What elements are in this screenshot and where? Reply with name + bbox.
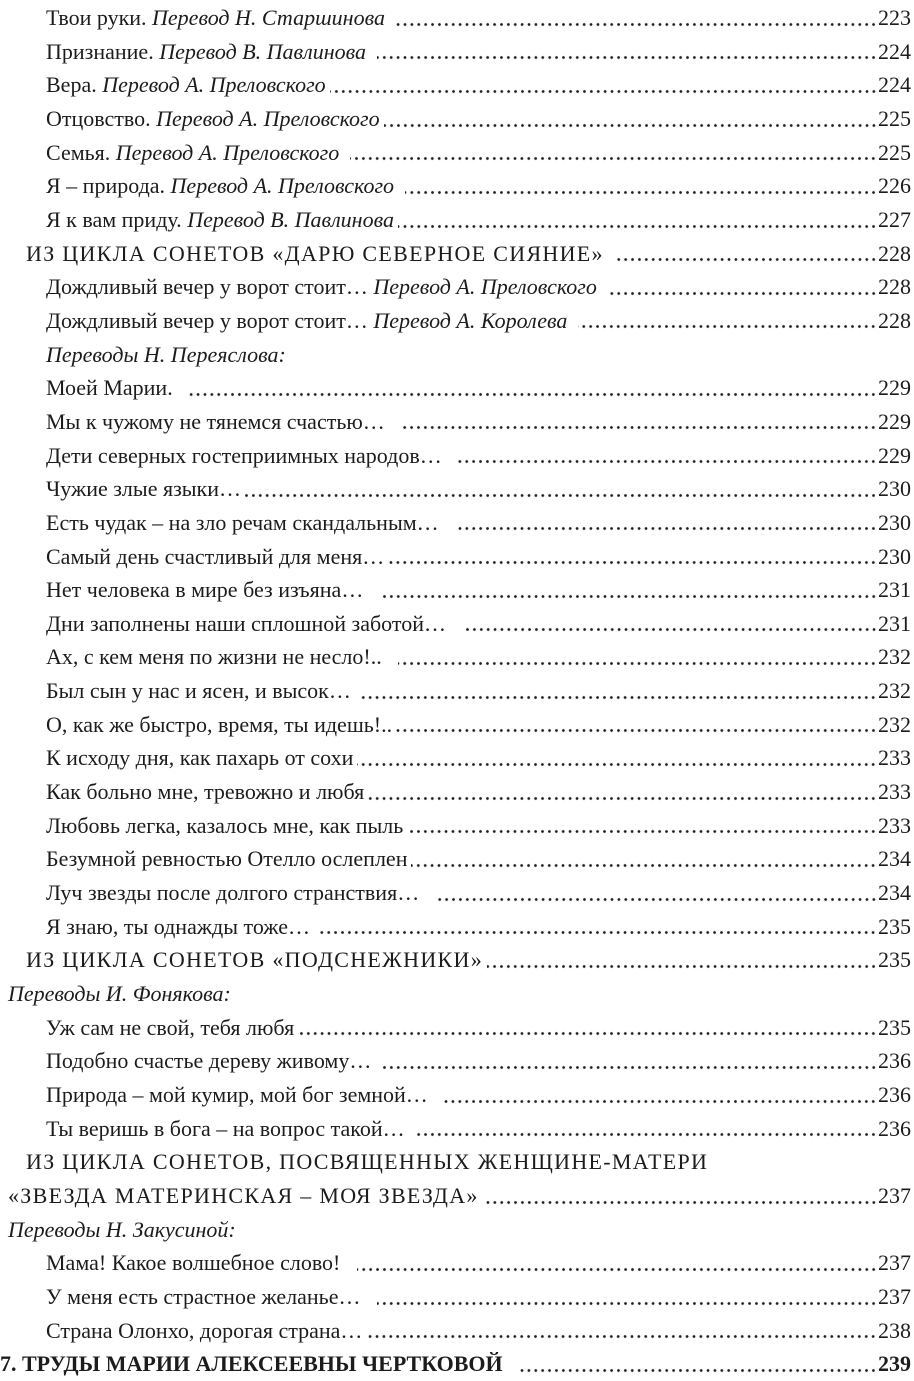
toc-entry[interactable] [0, 1246, 911, 1280]
entry-text [46, 439, 447, 473]
entry-text [46, 775, 364, 809]
toc-entry[interactable] [0, 1347, 911, 1381]
entry-page: 236 [878, 1082, 911, 1107]
entry-page: 223 [878, 5, 911, 30]
dot-leader [436, 876, 877, 910]
entry-title: Ты веришь в бога – на вопрос такой… [46, 1115, 411, 1141]
dot-leader [398, 640, 877, 674]
entry-text [0, 1347, 508, 1381]
entry-text [26, 1145, 708, 1179]
entry-title: Любовь легка, казалось мне, как пыль [46, 812, 404, 838]
entry-page: 232 [878, 678, 911, 704]
toc-entry[interactable] [0, 977, 911, 1011]
dot-leader [189, 371, 877, 405]
entry-text [46, 708, 392, 742]
entry-title: Природа – мой кумир, мой бог земной… [46, 1082, 434, 1107]
dot-leader [360, 674, 877, 708]
entry-page: 235 [878, 913, 911, 939]
entry-page: 232 [878, 711, 911, 737]
toc-entry[interactable] [0, 1112, 911, 1146]
entry-page: 237 [878, 1283, 911, 1309]
entry-page: 228 [878, 307, 911, 333]
dot-leader [444, 1078, 877, 1112]
dot-leader [368, 775, 877, 809]
toc-entry[interactable] [0, 1280, 911, 1314]
toc-entry[interactable] [0, 910, 911, 944]
entry-text [26, 943, 483, 977]
entry-page: 236 [878, 1115, 911, 1141]
entry-text [46, 35, 366, 69]
entry-page: 234 [878, 846, 911, 872]
toc-entry[interactable] [0, 203, 911, 237]
toc-entry[interactable] [0, 775, 911, 809]
entry-page: 224 [878, 72, 911, 98]
dot-leader [401, 405, 877, 439]
entry-title: ИЗ ЦИКЛА СОНЕТОВ «ПОДСНЕЖНИКИ» [26, 947, 483, 973]
toc-entry[interactable] [0, 1314, 911, 1348]
toc-entry[interactable] [0, 405, 911, 439]
dot-leader [377, 35, 877, 69]
entry-text [46, 304, 567, 338]
toc-entry[interactable] [0, 270, 911, 304]
toc-entry[interactable] [0, 338, 911, 372]
toc-entry[interactable] [0, 304, 911, 338]
entry-text [46, 472, 241, 506]
dot-leader [487, 943, 877, 977]
entry-title: О, как же быстро, время, ты идешь!.. [46, 711, 393, 737]
toc-entry[interactable] [0, 1179, 911, 1213]
entry-title: ИЗ ЦИКЛА СОНЕТОВ, ПОСВЯЩЕННЫХ ЖЕНЩИНЕ-МАТЕРИ [26, 1149, 709, 1175]
entry-title: Отцовство. [46, 105, 157, 131]
entry-text [46, 270, 597, 304]
toc-entry[interactable] [0, 1, 911, 35]
toc-entry[interactable] [0, 708, 911, 742]
toc-entry[interactable] [0, 237, 911, 271]
entry-text [46, 169, 394, 203]
dot-leader [319, 910, 877, 944]
entry-translator: Переводы И. Фонякова: [8, 981, 231, 1007]
entry-text [46, 1044, 377, 1078]
entry-title: Чужие злые языки… [46, 476, 242, 502]
entry-text [46, 842, 407, 876]
toc-entry[interactable] [0, 371, 911, 405]
entry-text [46, 809, 403, 843]
entry-title: Страна Олонхо, дорогая страна… [46, 1317, 363, 1343]
toc-entry[interactable] [0, 169, 911, 203]
entry-text [46, 607, 452, 641]
toc-entry[interactable] [0, 102, 911, 136]
entry-translator: Перевод А. Королева [373, 307, 568, 333]
entry-page: 231 [878, 610, 911, 636]
entry-page: 225 [878, 105, 911, 131]
entry-title: Твои руки. [46, 5, 153, 30]
entry-translator: Перевод А. Преловского [373, 274, 597, 300]
dot-leader [519, 1347, 877, 1381]
entry-page: 226 [878, 173, 911, 199]
toc-entry[interactable] [0, 674, 911, 708]
entry-translator: Перевод А. Преловского [170, 173, 395, 199]
toc-entry[interactable] [0, 1213, 911, 1247]
toc-entry[interactable] [0, 1044, 911, 1078]
entry-page: 235 [878, 947, 911, 973]
toc-entry[interactable] [0, 876, 911, 910]
entry-title: Дни заполнены наши сплошной заботой… [46, 610, 452, 636]
entry-translator: Перевод А. Преловского [102, 72, 326, 98]
dot-leader [240, 1213, 910, 1247]
entry-page: 239 [878, 1351, 911, 1377]
entry-title: У меня есть страстное желанье… [46, 1283, 366, 1309]
toc-entry[interactable] [0, 35, 911, 69]
dot-leader [396, 708, 877, 742]
entry-page: 224 [878, 38, 911, 64]
entry-page: 237 [878, 1250, 911, 1276]
dot-leader [384, 102, 877, 136]
entry-title: Безумной ревностью Отелло ослеплен [46, 846, 408, 872]
entry-page: 235 [878, 1014, 911, 1040]
entry-text [8, 1213, 236, 1247]
toc-entry[interactable] [0, 573, 911, 607]
entry-text [46, 405, 390, 439]
entry-translator: Переводы Н. Переяслова: [46, 341, 286, 367]
entry-title: Дождливый вечер у ворот стоит… [46, 307, 374, 333]
dot-leader [330, 68, 877, 102]
toc-entry[interactable] [0, 439, 911, 473]
toc-entry[interactable] [0, 640, 911, 674]
entry-page: 233 [878, 812, 911, 838]
entry-title: Мы к чужому не тянемся счастью… [46, 408, 391, 434]
entry-text [46, 573, 369, 607]
entry-title: Есть чудак – на зло речам скандальным… [46, 509, 445, 535]
dot-leader [357, 1246, 877, 1280]
entry-translator: Перевод В. Павлинова [187, 206, 394, 232]
entry-page: 233 [878, 745, 911, 771]
dot-leader [407, 809, 877, 843]
dot-leader [455, 506, 877, 540]
entry-page: 227 [878, 206, 911, 232]
entry-text [46, 876, 425, 910]
entry-page: 237 [878, 1182, 911, 1208]
toc-entry[interactable] [0, 943, 911, 977]
entry-translator: Перевод А. Преловского [156, 105, 380, 131]
entry-text [46, 1280, 366, 1314]
dot-leader [483, 1179, 877, 1213]
entry-page: 236 [878, 1048, 911, 1074]
entry-text [46, 1112, 410, 1146]
toc-entry[interactable] [0, 842, 911, 876]
toc-entry[interactable] [0, 472, 911, 506]
entry-title: Мама! Какое волшебное слово! [46, 1250, 346, 1276]
entry-title: К исходу дня, как пахарь от сохи [46, 745, 354, 771]
toc-entry[interactable] [0, 506, 911, 540]
toc-entry[interactable] [0, 1011, 911, 1045]
entry-text [46, 506, 444, 540]
dot-leader [357, 741, 877, 775]
toc-entry[interactable] [0, 1145, 911, 1179]
entry-text [46, 1314, 362, 1348]
entry-title: Моей Марии. [46, 375, 179, 401]
entry-page: 230 [878, 543, 911, 569]
toc-entry[interactable] [0, 68, 911, 102]
entry-text [46, 640, 387, 674]
entry-text [46, 338, 286, 372]
dot-leader [396, 1, 877, 35]
dot-leader [388, 540, 877, 574]
entry-title: Признание. [46, 38, 160, 64]
toc-entry[interactable] [0, 540, 911, 574]
entry-translator: Перевод А. Преловского [115, 139, 340, 165]
entry-title: Как больно мне, тревожно и любя [46, 779, 365, 805]
entry-title: Дождливый вечер у ворот стоит… [46, 274, 374, 300]
entry-title: Нет человека в мире без изъяна… [46, 577, 369, 603]
entry-title: Самый день счастливый для меня… [46, 543, 385, 569]
entry-text [46, 1246, 346, 1280]
entry-text [46, 910, 315, 944]
dot-leader [578, 304, 877, 338]
entry-page: 233 [878, 779, 911, 805]
dot-leader [398, 203, 877, 237]
entry-title: Уж сам не свой, тебя любя [46, 1014, 295, 1040]
entry-text [46, 68, 326, 102]
dot-leader [458, 439, 877, 473]
entry-text [46, 102, 380, 136]
entry-title: Луч звезды после долгого странствия… [46, 880, 425, 906]
toc-entry[interactable] [0, 607, 911, 641]
entry-title: 7. ТРУДЫ МАРИИ АЛЕКСЕЕВНЫ ЧЕРТКОВОЙ [0, 1351, 509, 1377]
dot-leader [366, 1314, 877, 1348]
dot-leader [381, 1044, 877, 1078]
dot-leader [411, 842, 877, 876]
dot-leader [615, 237, 877, 271]
dot-leader [350, 136, 877, 170]
entry-page: 234 [878, 880, 911, 906]
entry-translator: Перевод Н. Старшинова [152, 5, 385, 30]
dot-leader [463, 607, 878, 641]
dot-leader [712, 1145, 910, 1179]
entry-title: Вера. [46, 72, 103, 98]
dot-leader [235, 977, 910, 1011]
entry-page: 229 [878, 375, 911, 401]
entry-text [46, 540, 384, 574]
entry-title: Я к вам приду. [46, 206, 188, 232]
dot-leader [245, 472, 877, 506]
entry-page: 228 [878, 240, 911, 266]
entry-text [46, 203, 394, 237]
entry-text [26, 237, 604, 271]
entry-translator: Перевод В. Павлинова [159, 38, 367, 64]
dot-leader [377, 1280, 877, 1314]
toc-entry[interactable] [0, 809, 911, 843]
entry-text [46, 136, 339, 170]
entry-text [46, 674, 356, 708]
entry-title: Я – природа. [46, 173, 171, 199]
toc-entry[interactable] [0, 741, 911, 775]
entry-text [46, 1078, 433, 1112]
entry-text [46, 1011, 294, 1045]
entry-page: 230 [878, 509, 911, 535]
entry-text [46, 1, 385, 35]
entry-text [8, 1179, 479, 1213]
entry-page: 229 [878, 408, 911, 434]
entry-title: Семья. [46, 139, 116, 165]
entry-page: 232 [878, 644, 911, 670]
entry-text [46, 741, 353, 775]
entry-page: 231 [878, 577, 911, 603]
entry-title: Ах, с кем меня по жизни не несло!.. [46, 644, 388, 670]
entry-page: 238 [878, 1317, 911, 1343]
toc-entry[interactable] [0, 1078, 911, 1112]
entry-page: 228 [878, 274, 911, 300]
entry-text [8, 977, 231, 1011]
dot-leader [290, 338, 910, 372]
entry-page: 229 [878, 442, 911, 468]
dot-leader [608, 270, 877, 304]
entry-title: Был сын у нас и ясен, и высок… [46, 678, 357, 704]
entry-page: 225 [878, 139, 911, 165]
toc-entry[interactable] [0, 136, 911, 170]
entry-page: 230 [878, 476, 911, 502]
entry-title: ИЗ ЦИКЛА СОНЕТОВ «ДАРЮ СЕВЕРНОЕ СИЯНИЕ» [26, 240, 604, 266]
entry-title: Дети северных гостеприимных народов… [46, 442, 448, 468]
entry-translator: Переводы Н. Закусиной: [8, 1216, 236, 1242]
dot-leader [380, 573, 877, 607]
entry-title: Подобно счастье дереву живому… [46, 1048, 377, 1074]
entry-text [46, 371, 178, 405]
dot-leader [414, 1112, 877, 1146]
dot-leader [405, 169, 877, 203]
entry-title: Я знаю, ты однажды тоже… [46, 913, 316, 939]
entry-title: «ЗВЕЗДА МАТЕРИНСКАЯ – МОЯ ЗВЕЗДА» [8, 1182, 479, 1208]
dot-leader [298, 1011, 877, 1045]
